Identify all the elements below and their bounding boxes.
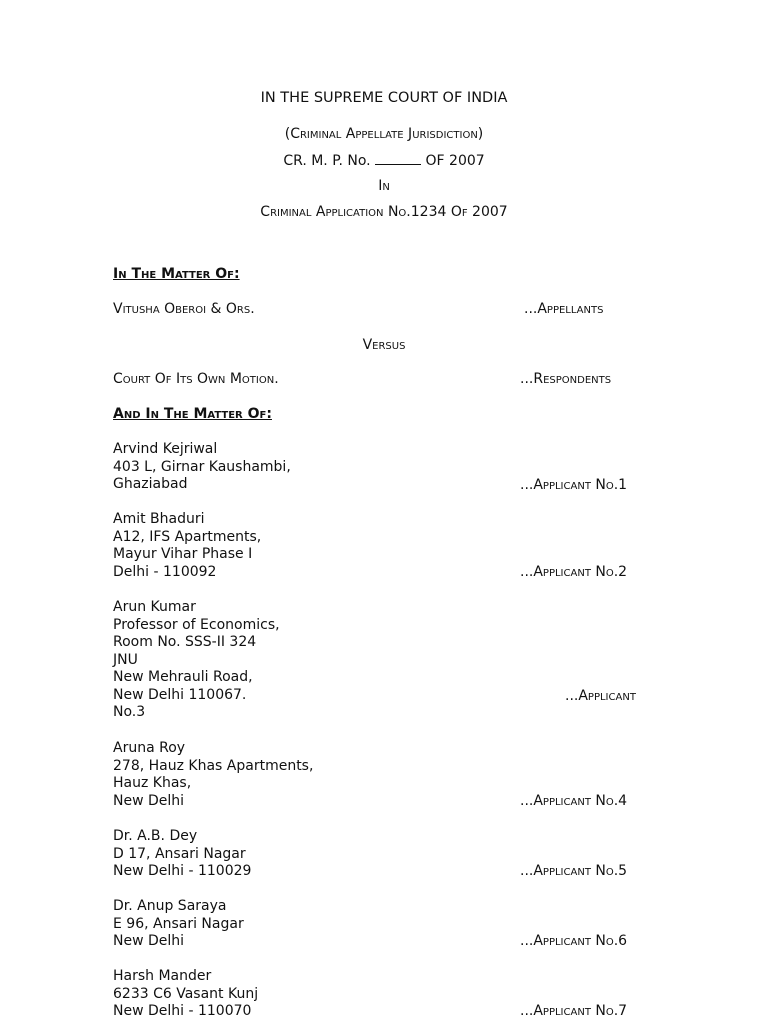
- applicant-2-line: A12, IFS Apartments,: [113, 528, 262, 545]
- applicant-6-line: New Delhi: [113, 933, 185, 949]
- applicant-1-line: 403 L, Girnar Kaushambi,: [113, 458, 291, 475]
- respondents-role: ...Respondents: [520, 371, 612, 387]
- applicant-1-role: ...Applicant No.1: [520, 477, 628, 493]
- in-word: In: [378, 178, 390, 194]
- applicant-7-address: [113, 968, 258, 1021]
- applicant-5-line: Dr. A.B. Dey: [113, 828, 198, 844]
- applicant-6-role: ...Applicant No.6: [520, 933, 628, 949]
- applicant-4-line: New Delhi: [113, 792, 185, 809]
- applicant-3-line: Arun Kumar: [113, 599, 196, 615]
- applicant-2-role: ...Applicant No.2: [520, 564, 628, 580]
- petition-number-blank: [375, 152, 421, 165]
- petition-number: [0, 152, 768, 169]
- versus: Versus: [362, 337, 406, 353]
- court-title: IN THE SUPREME COURT OF INDIA: [260, 90, 508, 106]
- applicant-5-line: New Delhi - 110029: [113, 863, 252, 879]
- petition-prefix: CR. M. P. No.: [283, 153, 371, 169]
- applicant-7-line: 6233 C6 Vasant Kunj: [113, 985, 259, 1002]
- respondents-name: Court Of Its Own Motion.: [113, 371, 279, 387]
- and-matter-heading: And In The Matter Of:: [113, 406, 272, 422]
- applicant-7-line: Harsh Mander: [113, 968, 212, 984]
- petition-suffix: OF 2007: [425, 153, 485, 169]
- applicant-1-address: [113, 441, 291, 494]
- applicant-1-line: Ghaziabad: [113, 476, 188, 492]
- applicant-3-line: No.3: [113, 704, 146, 720]
- appellants-name: Vitusha Oberoi & Ors.: [113, 301, 255, 317]
- applicant-4-line: Aruna Roy: [113, 740, 186, 756]
- applicant-3-line: New Delhi 110067.: [113, 686, 247, 703]
- applicant-2-line: Mayur Vihar Phase I: [113, 546, 253, 562]
- applicant-5-line: D 17, Ansari Nagar: [113, 845, 246, 862]
- applicant-2-line: Delhi - 110092: [113, 563, 217, 580]
- jurisdiction: (Criminal Appellate Jurisdiction): [284, 126, 484, 142]
- applicant-6-address: [113, 898, 244, 951]
- applicant-7-role: ...Applicant No.7: [520, 1003, 628, 1019]
- applicant-3-role: ...Applicant: [565, 688, 636, 704]
- applicant-7-line: New Delhi - 110070: [113, 1003, 252, 1019]
- applicant-4-role: ...Applicant No.4: [520, 793, 628, 809]
- applicant-1-line: Arvind Kejriwal: [113, 441, 218, 457]
- applicant-6-line: Dr. Anup Saraya: [113, 898, 227, 914]
- applicant-2-line: Amit Bhaduri: [113, 511, 205, 527]
- matter-heading: In The Matter Of:: [113, 266, 240, 282]
- applicant-4-line: 278, Hauz Khas Apartments,: [113, 757, 314, 774]
- applicant-3-address: [113, 599, 280, 722]
- applicant-3-line: Professor of Economics,: [113, 616, 280, 633]
- applicant-4-line: Hauz Khas,: [113, 775, 192, 791]
- applicant-3-line: JNU: [113, 651, 138, 668]
- applicant-2-address: [113, 511, 261, 581]
- applicant-5-address: [113, 828, 251, 881]
- appellants-role: ...Appellants: [524, 301, 604, 317]
- applicant-3-line: Room No. SSS-II 324: [113, 634, 257, 650]
- application-number: Criminal Application No.1234 Of 2007: [260, 204, 508, 220]
- applicant-3-line: New Mehrauli Road,: [113, 669, 253, 685]
- applicant-4-address: [113, 740, 313, 810]
- applicant-5-role: ...Applicant No.5: [520, 863, 628, 879]
- applicant-6-line: E 96, Ansari Nagar: [113, 915, 244, 932]
